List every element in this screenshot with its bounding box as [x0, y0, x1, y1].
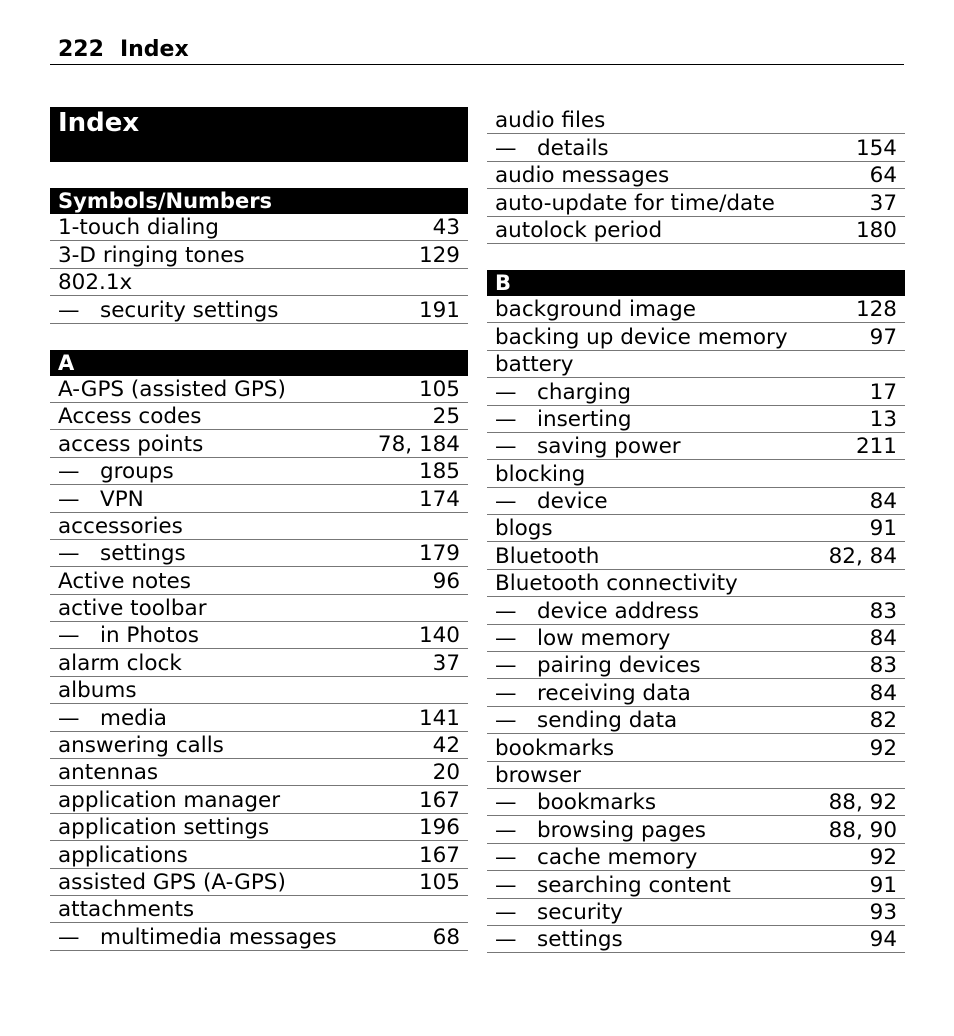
entry-term: settings [100, 541, 186, 567]
entry-term: low memory [537, 626, 671, 652]
index-subentry [487, 926, 905, 953]
entry-pages: 88, 92 [828, 790, 897, 816]
entry-term: details [537, 135, 609, 161]
index-entry [487, 296, 905, 323]
entry-pages: 105 [418, 376, 460, 402]
entry-term-wrap [495, 298, 696, 322]
entry-pages: 92 [869, 845, 897, 871]
index-title: Index [50, 107, 468, 162]
entry-term: Active notes [58, 568, 191, 594]
entry-term: searching content [537, 872, 731, 898]
page-header [50, 36, 904, 65]
subentry-dash: — [495, 406, 517, 432]
index-entry [487, 762, 905, 789]
entry-term: cache memory [537, 845, 698, 871]
entry-pages: 93 [869, 899, 897, 925]
subentry-dash: — [495, 790, 517, 816]
entry-pages: 42 [432, 733, 460, 759]
subentry-dash: — [58, 297, 80, 323]
entry-term-wrap [58, 244, 245, 268]
index-entry [487, 189, 905, 216]
entry-pages: 167 [418, 842, 460, 868]
entry-pages: 97 [869, 324, 897, 350]
index-entry [50, 376, 468, 403]
index-column-right [487, 107, 905, 953]
entry-term-wrap [495, 219, 662, 243]
entry-term-wrap [495, 709, 677, 733]
entry-term: application settings [58, 815, 270, 841]
subentry-dash: — [495, 872, 517, 898]
index-entry [487, 162, 905, 189]
index-subentry [487, 378, 905, 405]
index-entry [487, 734, 905, 761]
entry-pages: 141 [418, 705, 460, 731]
entry-term-wrap [58, 707, 167, 731]
entry-term: accessories [58, 513, 183, 539]
index-entry [487, 542, 905, 569]
entry-term: receiving data [537, 680, 691, 706]
entry-term-wrap [58, 926, 337, 950]
entry-pages: 129 [418, 242, 460, 268]
right-sections [487, 107, 905, 953]
entry-term: answering calls [58, 733, 224, 759]
entry-term: backing up device memory [495, 324, 788, 350]
index-subentry [487, 816, 905, 843]
entry-term-wrap [495, 137, 609, 161]
entry-term: device [537, 489, 608, 515]
running-title: Index [119, 37, 189, 62]
page-number: 222 [58, 37, 104, 62]
index-subentry [487, 134, 905, 161]
entry-term: security settings [100, 297, 279, 323]
index-entry [50, 513, 468, 540]
entry-term-wrap [58, 542, 186, 566]
subentry-dash: — [58, 705, 80, 731]
entry-pages: 191 [418, 297, 460, 323]
entry-pages: 140 [418, 623, 460, 649]
entry-pages: 82 [869, 708, 897, 734]
index-subentry [50, 296, 468, 323]
index-subentry [487, 707, 905, 734]
index-entry [50, 841, 468, 868]
subentry-dash: — [495, 135, 517, 161]
entry-term: auto-update for time/date [495, 190, 775, 216]
entry-term: blogs [495, 516, 553, 542]
index-subentry [487, 625, 905, 652]
entry-pages: 185 [418, 459, 460, 485]
entry-pages: 88, 90 [828, 817, 897, 843]
subentry-dash: — [495, 845, 517, 871]
entry-term-wrap [58, 761, 158, 785]
entry-term-wrap [58, 460, 174, 484]
entry-term: active toolbar [58, 596, 207, 622]
index-entry [487, 460, 905, 487]
entry-term-wrap [495, 600, 699, 624]
entry-term-wrap [58, 378, 286, 402]
subentry-dash: — [58, 623, 80, 649]
entry-pages: 105 [418, 869, 460, 895]
entry-pages: 68 [432, 924, 460, 950]
entry-term: multimedia messages [100, 924, 337, 950]
subentry-dash: — [495, 899, 517, 925]
index-entry [50, 214, 468, 241]
index-entry [50, 732, 468, 759]
index-subentry [487, 871, 905, 898]
entry-term-wrap [495, 109, 605, 133]
entry-term-wrap [495, 764, 581, 788]
index-entry [50, 241, 468, 268]
entry-term-wrap [58, 597, 207, 621]
index-subentry [487, 597, 905, 624]
entry-term: battery [495, 352, 574, 378]
entry-pages: 84 [869, 626, 897, 652]
index-entry [50, 896, 468, 923]
entry-term-wrap [58, 433, 203, 457]
entry-pages: 82, 84 [828, 543, 897, 569]
entry-term-wrap [495, 192, 775, 216]
entry-term: security [537, 899, 623, 925]
index-column-left [50, 107, 468, 951]
entry-term-wrap [495, 874, 731, 898]
index-entry [50, 814, 468, 841]
subentry-dash: — [495, 653, 517, 679]
entry-term: VPN [100, 486, 144, 512]
subentry-dash: — [495, 708, 517, 734]
entry-pages: 94 [869, 927, 897, 953]
entry-term-wrap [58, 734, 224, 758]
entry-pages: 179 [418, 541, 460, 567]
entry-pages: 83 [869, 653, 897, 679]
subentry-dash: — [495, 434, 517, 460]
entry-term: autolock period [495, 217, 663, 243]
entry-term: browser [495, 762, 582, 788]
entry-term-wrap [58, 871, 286, 895]
entry-term-wrap [495, 435, 681, 459]
entry-term: background image [495, 297, 696, 323]
entry-pages: 84 [869, 489, 897, 515]
entry-term-wrap [495, 928, 623, 952]
index-subentry [50, 540, 468, 567]
subentry-dash: — [495, 680, 517, 706]
entry-term: pairing devices [537, 653, 701, 679]
entry-pages: 174 [418, 486, 460, 512]
entry-term-wrap [58, 515, 183, 539]
entry-term-wrap [58, 679, 137, 703]
entry-term-wrap [495, 627, 670, 651]
entry-term-wrap [495, 791, 656, 815]
entry-term: access points [58, 431, 204, 457]
subentry-dash: — [58, 924, 80, 950]
index-subentry [50, 622, 468, 649]
index-entry [50, 869, 468, 896]
entry-term-wrap [58, 570, 191, 594]
left-sections [50, 188, 468, 951]
index-entry [50, 786, 468, 813]
entry-term-wrap [495, 326, 788, 350]
entry-term: antennas [58, 760, 159, 786]
entry-pages: 92 [869, 735, 897, 761]
index-entry [50, 649, 468, 676]
subentry-dash: — [58, 459, 80, 485]
index-subentry [487, 406, 905, 433]
entry-term-wrap [58, 898, 194, 922]
entry-term-wrap [58, 488, 144, 512]
entry-pages: 37 [869, 190, 897, 216]
entry-term: saving power [537, 434, 681, 460]
entry-pages: 78, 184 [377, 431, 460, 457]
entry-term-wrap [58, 624, 199, 648]
entry-term: 1-touch dialing [58, 215, 219, 241]
index-entry [487, 351, 905, 378]
entry-term: blocking [495, 461, 586, 487]
index-subentry [487, 844, 905, 871]
section-header: B [487, 270, 905, 296]
entry-term: A-GPS (assisted GPS) [58, 376, 286, 402]
entry-pages: 17 [869, 379, 897, 405]
entry-term-wrap [495, 517, 553, 541]
subentry-dash: — [495, 379, 517, 405]
entry-term: audio messages [495, 163, 670, 189]
subentry-dash: — [58, 541, 80, 567]
subentry-dash: — [495, 626, 517, 652]
entry-term: assisted GPS (A-GPS) [58, 869, 286, 895]
index-subentry [50, 923, 468, 950]
entry-term-wrap [58, 652, 182, 676]
index-entry [50, 430, 468, 457]
entry-term: sending data [537, 708, 678, 734]
subentry-dash: — [495, 817, 517, 843]
entry-term: browsing pages [537, 817, 706, 843]
entry-pages: 64 [869, 163, 897, 189]
index-subentry [50, 704, 468, 731]
entry-pages: 167 [418, 787, 460, 813]
entry-term: Bluetooth connectivity [495, 571, 738, 597]
entry-pages: 96 [432, 568, 460, 594]
entry-term-wrap [495, 572, 738, 596]
entry-term: Bluetooth [495, 543, 600, 569]
entry-term-wrap [495, 408, 632, 432]
entry-pages: 25 [432, 404, 460, 430]
entry-pages: 20 [432, 760, 460, 786]
entry-term: attachments [58, 897, 195, 923]
index-subentry [487, 652, 905, 679]
entry-pages: 154 [855, 135, 897, 161]
entry-term-wrap [495, 682, 691, 706]
entry-term: device address [537, 598, 699, 624]
subentry-dash: — [58, 486, 80, 512]
subentry-dash: — [495, 927, 517, 953]
entry-term-wrap [495, 737, 614, 761]
entry-term-wrap [495, 545, 599, 569]
entry-term: media [100, 705, 167, 731]
index-entry [50, 595, 468, 622]
entry-pages: 13 [869, 406, 897, 432]
entry-term-wrap [58, 789, 280, 813]
entry-term: Access codes [58, 404, 202, 430]
index-entry [50, 677, 468, 704]
index-entry [50, 567, 468, 594]
entry-term-wrap [58, 844, 188, 868]
index-subentry [487, 488, 905, 515]
entry-pages: 211 [855, 434, 897, 460]
index-subentry [487, 679, 905, 706]
entry-term: inserting [537, 406, 632, 432]
index-entry [50, 403, 468, 430]
subentry-dash: — [495, 598, 517, 624]
entry-term-wrap [58, 405, 202, 429]
entry-term: groups [100, 459, 174, 485]
entry-term-wrap [495, 353, 573, 377]
entry-term-wrap [495, 654, 701, 678]
entry-term: bookmarks [537, 790, 657, 816]
entry-term: bookmarks [495, 735, 615, 761]
index-entry [50, 269, 468, 296]
entry-term: 3-D ringing tones [58, 242, 245, 268]
entry-term: applications [58, 842, 188, 868]
entry-term: 802.1x [58, 270, 133, 296]
entry-term: charging [537, 379, 631, 405]
entry-pages: 128 [855, 297, 897, 323]
entry-term-wrap [495, 846, 697, 870]
index-subentry [487, 433, 905, 460]
subentry-dash: — [495, 489, 517, 515]
entry-term-wrap [58, 816, 269, 840]
entry-pages: 43 [432, 215, 460, 241]
entry-term-wrap [495, 463, 585, 487]
index-entry [487, 570, 905, 597]
entry-term-wrap [58, 216, 219, 240]
section-header: Symbols/Numbers [50, 188, 468, 214]
entry-term: audio files [495, 108, 606, 134]
index-entry [487, 217, 905, 244]
index-entry [487, 515, 905, 542]
index-subentry [487, 789, 905, 816]
entry-term-wrap [495, 164, 669, 188]
index-subentry [50, 458, 468, 485]
entry-term-wrap [58, 271, 132, 295]
entry-pages: 196 [418, 815, 460, 841]
entry-pages: 180 [855, 217, 897, 243]
entry-pages: 91 [869, 516, 897, 542]
entry-term: alarm clock [58, 650, 182, 676]
entry-pages: 83 [869, 598, 897, 624]
entry-term-wrap [495, 819, 706, 843]
entry-pages: 84 [869, 680, 897, 706]
entry-pages: 37 [432, 650, 460, 676]
entry-term: settings [537, 927, 623, 953]
index-entry [487, 107, 905, 134]
entry-term: application manager [58, 787, 281, 813]
entry-term: albums [58, 678, 137, 704]
entry-term: in Photos [100, 623, 199, 649]
index-subentry [50, 485, 468, 512]
entry-term-wrap [495, 490, 608, 514]
entry-pages: 91 [869, 872, 897, 898]
entry-term-wrap [495, 381, 631, 405]
entry-term-wrap [58, 299, 278, 323]
index-subentry [487, 899, 905, 926]
index-entry [487, 323, 905, 350]
index-entry [50, 759, 468, 786]
entry-term-wrap [495, 901, 623, 925]
section-header: A [50, 350, 468, 376]
